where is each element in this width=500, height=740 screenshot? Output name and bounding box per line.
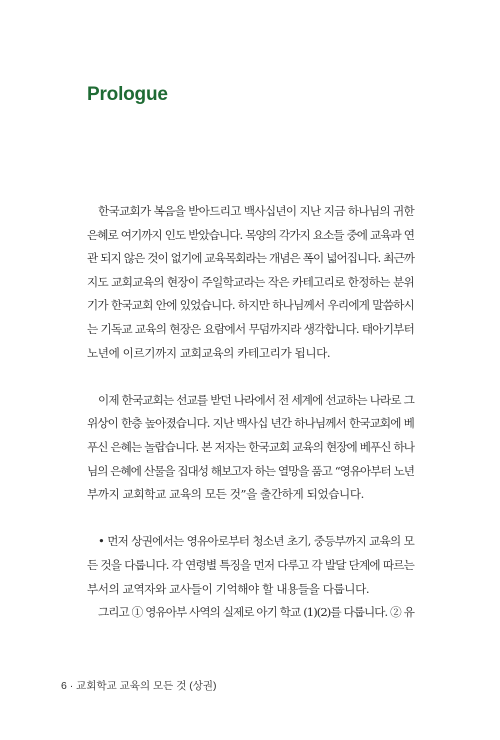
text-line: 위상이 한층 높아졌습니다. 지난 백사십 년간 하나님께서 한국교회에 베 — [87, 416, 414, 431]
text-line: 는 기독교 교육의 현장은 요람에서 무덤까지라 생각합니다. 태아기부터 — [87, 321, 414, 336]
paragraph-gap — [87, 507, 414, 531]
body-text — [87, 200, 414, 625]
text-line: 이제 한국교회는 선교를 받던 나라에서 전 세계에 선교하는 나라로 그 — [98, 392, 414, 407]
text-line: 님의 은혜에 산물을 집대성 해보고자 하는 열망을 품고 “영유아부터 노년 — [87, 463, 414, 478]
paragraph-1 — [87, 200, 414, 365]
paragraph-3 — [87, 530, 414, 624]
text-line: 지도 교회교육의 현장이 주일학교라는 작은 카테고리로 한정하는 분위 — [87, 274, 414, 289]
text-line: 부서의 교역자와 교사들이 기억해야 할 내용들을 다룹니다. — [87, 581, 370, 596]
page-footer: 6 · 교회학교 교육의 모든 것 (상권) — [61, 680, 217, 692]
text-line: 부까지 교회학교 교육의 모든 것”을 출간하게 되었습니다. — [87, 487, 364, 502]
text-line: 그리고 ① 영유아부 사역의 실제로 아기 학교 (1)(2)를 다룹니다. ② 유 — [98, 605, 414, 620]
text-line: 은혜로 여기까지 인도 받았습니다. 목양의 각가지 요소들 중에 교육과 연 — [87, 227, 414, 242]
text-line: 노년에 이르기까지 교회교육의 카테고리가 됩니다. — [87, 345, 331, 360]
paragraph-2 — [87, 389, 414, 507]
text-line: 푸신 은혜는 놀랍습니다. 본 저자는 한국교회 교육의 현장에 베푸신 하나 — [87, 439, 414, 454]
text-line: 한국교회가 복음을 받아드리고 백사십년이 지난 지금 하나님의 귀한 — [98, 204, 414, 218]
paragraph-gap — [87, 365, 414, 389]
text-line: 기가 한국교회 안에 있었습니다. 하지만 하나님께서 우리에게 말씀하시 — [87, 298, 414, 313]
bullet-line: • 먼저 상권에서는 영유아로부터 청소년 초기, 중등부까지 교육의 모 — [98, 534, 414, 549]
text-line: 관 되지 않은 것이 없기에 교육목회라는 개념은 폭이 넓어집니다. 최근까 — [87, 251, 414, 266]
page-heading: Prologue — [87, 84, 168, 105]
text-line: 든 것을 다룹니다. 각 연령별 특징을 먼저 다루고 각 발달 단계에 따르는 — [87, 557, 414, 572]
